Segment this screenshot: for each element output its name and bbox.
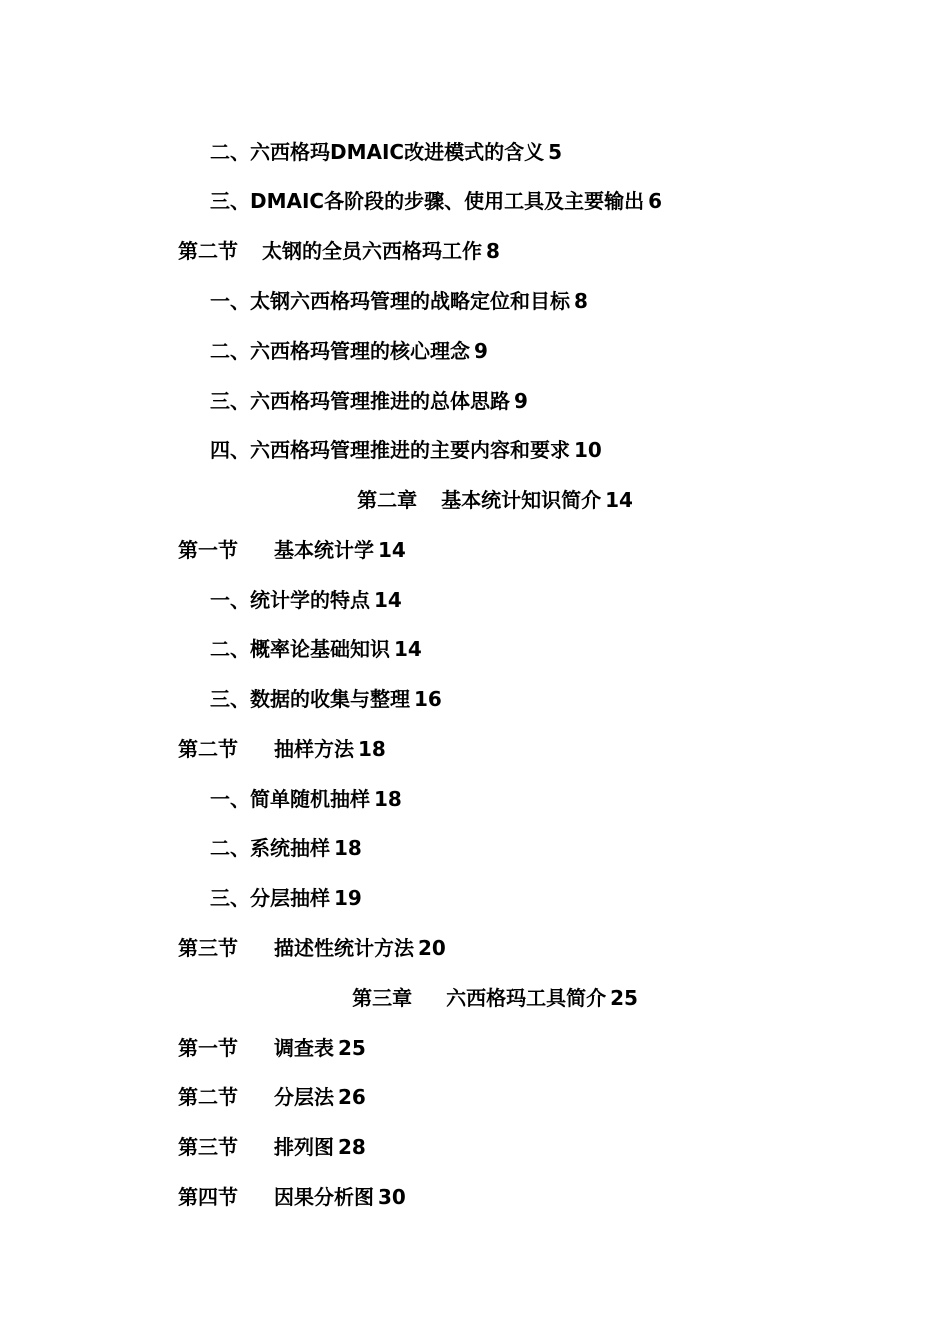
toc-item-label: 一、太钢六西格玛管理的战略定位和目标	[210, 289, 570, 313]
toc-item-label: 一、简单随机抽样	[210, 787, 370, 811]
toc-item[interactable]	[210, 833, 362, 863]
toc-page-number: 16	[414, 687, 442, 711]
toc-item[interactable]	[210, 286, 588, 316]
toc-page-number: 14	[394, 637, 422, 661]
toc-chapter[interactable]	[0, 983, 950, 1013]
toc-section-title: 描述性统计方法	[274, 936, 414, 960]
toc-item-label: 三、DMAIC各阶段的步骤、使用工具及主要输出	[210, 189, 645, 213]
toc-page-number: 18	[374, 787, 402, 811]
toc-section-number: 第一节	[178, 538, 238, 562]
toc-item-label: 一、统计学的特点	[210, 588, 370, 612]
toc-chapter-number: 第三章	[352, 986, 413, 1010]
toc-page-number: 14	[378, 538, 406, 562]
toc-page-number: 8	[574, 289, 588, 313]
toc-section-title: 因果分析图	[274, 1185, 374, 1209]
toc-item-label: 二、六西格玛DMAIC改进模式的含义	[210, 140, 545, 164]
toc-item[interactable]	[210, 585, 402, 615]
toc-section-number: 第二节	[178, 239, 238, 263]
toc-page-number: 8	[486, 239, 500, 263]
toc-page-number: 18	[358, 737, 386, 761]
toc-item[interactable]	[210, 634, 422, 664]
toc-section[interactable]	[178, 933, 446, 963]
toc-page-number: 9	[474, 339, 488, 363]
toc-item-label: 二、系统抽样	[210, 836, 330, 860]
toc-section-number: 第四节	[178, 1185, 238, 1209]
toc-section-number: 第一节	[178, 1036, 238, 1060]
toc-section[interactable]	[178, 535, 406, 565]
toc-page-number: 26	[338, 1085, 366, 1109]
toc-chapter-title: 基本统计知识简介	[441, 488, 602, 512]
toc-section-number: 第二节	[178, 1085, 238, 1109]
toc-page-number: 5	[548, 140, 563, 164]
toc-item[interactable]	[210, 137, 562, 167]
toc-page-number: 25	[610, 986, 638, 1010]
toc-item[interactable]	[210, 784, 402, 814]
toc-page-number: 9	[514, 389, 528, 413]
toc-section-title: 分层法	[274, 1085, 334, 1109]
toc-item[interactable]	[210, 883, 362, 913]
toc-chapter-title: 六西格玛工具简介	[446, 986, 607, 1010]
toc-section-number: 第三节	[178, 1135, 238, 1159]
toc-section-title: 抽样方法	[274, 737, 354, 761]
toc-page-number: 6	[648, 189, 663, 213]
toc-page-number: 14	[605, 488, 633, 512]
toc-section-number: 第二节	[178, 737, 238, 761]
toc-page-number: 18	[334, 836, 362, 860]
toc-section-title: 基本统计学	[274, 538, 374, 562]
toc-item-label: 三、六西格玛管理推进的总体思路	[210, 389, 510, 413]
toc-section[interactable]	[178, 1033, 366, 1063]
toc-section[interactable]	[178, 1082, 366, 1112]
toc-item-label: 二、六西格玛管理的核心理念	[210, 339, 470, 363]
toc-item-label: 三、数据的收集与整理	[210, 687, 410, 711]
toc-page-number: 19	[334, 886, 362, 910]
toc-page-number: 25	[338, 1036, 366, 1060]
toc-section-title: 太钢的全员六西格玛工作	[262, 239, 482, 263]
toc-page-number: 28	[338, 1135, 366, 1159]
toc-item[interactable]	[210, 435, 602, 465]
toc-section[interactable]	[178, 1132, 366, 1162]
toc-page-number: 14	[374, 588, 402, 612]
toc-item-label: 三、分层抽样	[210, 886, 330, 910]
toc-item[interactable]	[210, 684, 442, 714]
toc-chapter[interactable]	[0, 485, 950, 515]
toc-item[interactable]	[210, 386, 528, 416]
toc-item-label: 四、六西格玛管理推进的主要内容和要求	[210, 438, 570, 462]
toc-item[interactable]	[210, 186, 662, 216]
toc-chapter-number: 第二章	[357, 488, 418, 512]
toc-item[interactable]	[210, 336, 488, 366]
toc-section[interactable]	[178, 1182, 406, 1212]
toc-section[interactable]	[178, 734, 386, 764]
toc-item-label: 二、概率论基础知识	[210, 637, 390, 661]
toc-section-title: 排列图	[274, 1135, 334, 1159]
toc-page-number: 10	[574, 438, 602, 462]
toc-section-number: 第三节	[178, 936, 238, 960]
toc-section[interactable]	[178, 236, 500, 266]
toc-page-number: 20	[418, 936, 446, 960]
toc-page-number: 30	[378, 1185, 406, 1209]
toc-section-title: 调查表	[274, 1036, 334, 1060]
